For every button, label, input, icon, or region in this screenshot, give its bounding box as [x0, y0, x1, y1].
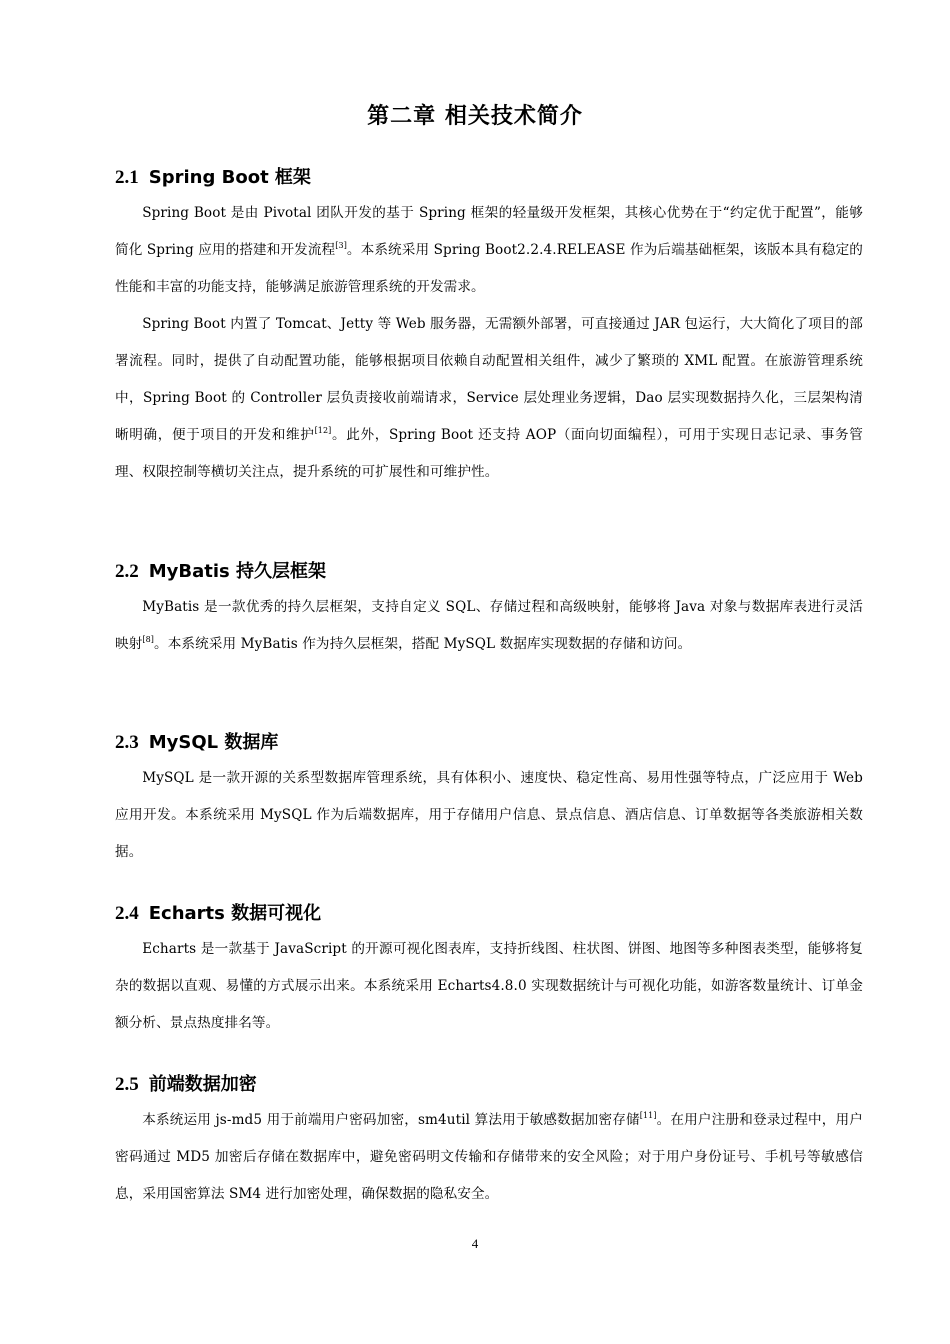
section-number: 2.3 [115, 732, 139, 753]
section-heading [115, 557, 863, 587]
paragraph [115, 306, 863, 491]
paragraph-text: Spring Boot 是由 Pivotal 团队开发的基于 Spring 框架的轻量级开发框架，其核心优势在于“约定优于配置”，能够简化 Spring 应用的搭建和开发流程 [115, 205, 863, 258]
section-title: MyBatis 持久层框架 [148, 561, 327, 582]
paragraph-text: 。本系统采用 MyBatis 作为持久层框架，搭配 MySQL 数据库实现数据的存储和访问。 [154, 636, 692, 652]
section-heading [115, 1070, 863, 1100]
section-number: 2.4 [115, 903, 139, 924]
paragraph-text: Spring Boot 内置了 Tomcat、Jetty 等 Web 服务器，无需额外部署，可直接通过 JAR 包运行，大大简化了项目的部署流程。同时，提供了自动配置功能，能够根据项目依赖自动配置相关组件，减少了繁琐的 XML 配置。在旅游管理系统中，Spring Boot 的 Controller 层负责接收前端请求，Service 层处理业务逻辑，Dao 层实现数据持久化，三层架构清晰明确，便于项目的开发和维护 [115, 316, 863, 443]
citation-ref: [8] [142, 635, 155, 644]
paragraph-text: Echarts 是一款基于 JavaScript 的开源可视化图表库，支持折线图、柱状图、饼图、地图等多种图表类型，能够将复杂的数据以直观、易懂的方式展示出来。本系统采用 Echarts4.8.0 实现数据统计与可视化功能，如游客数量统计、订单金额分析、景点热度排名等。 [115, 941, 863, 1031]
section-heading [115, 163, 863, 193]
paragraph [115, 931, 863, 1042]
chapter-title: 第二章 相关技术简介 [367, 104, 583, 129]
section-2-4 [115, 899, 863, 1042]
citation-ref: [12] [314, 426, 332, 435]
paragraph-text: MySQL 是一款开源的关系型数据库管理系统，具有体积小、速度快、稳定性高、易用性强等特点，广泛应用于 Web 应用开发。本系统采用 MySQL 作为后端数据库，用于存储用户信息、景点信息、酒店信息、订单数据等各类旅游相关数据。 [115, 770, 863, 860]
paragraph [115, 589, 863, 663]
section-heading [115, 728, 863, 758]
paragraph [115, 1102, 863, 1213]
citation-ref: [3] [335, 241, 347, 250]
section-title: MySQL 数据库 [148, 732, 279, 753]
section-number: 2.2 [115, 561, 139, 582]
section-2-1 [115, 163, 863, 491]
paragraph-text: 。此外，Spring Boot 还支持 AOP（面向切面编程），可用于实现日志记录、事务管理、权限控制等横切关注点，提升系统的可扩展性和可维护性。 [115, 427, 864, 480]
paragraph-text: MyBatis 是一款优秀的持久层框架，支持自定义 SQL、存储过程和高级映射，能够将 Java 对象与数据库表进行灵活映射 [115, 599, 863, 652]
paragraph-text: 。本系统采用 Spring Boot2.2.4.RELEASE 作为后端基础框架，该版本具有稳定的性能和丰富的功能支持，能够满足旅游管理系统的开发需求。 [115, 242, 863, 295]
paragraph [115, 195, 863, 306]
section-heading [115, 899, 863, 929]
paragraph-text: 。在用户注册和登录过程中，用户密码通过 MD5 加密后存储在数据库中，避免密码明文传输和存储带来的安全风险；对于用户身份证号、手机号等敏感信息，采用国密算法 SM4 进行加密处理，确保数据的隐私安全。 [115, 1112, 863, 1202]
section-number: 2.5 [115, 1074, 139, 1095]
paragraph [115, 760, 863, 871]
section-2-5 [115, 1070, 863, 1213]
section-2-3 [115, 728, 863, 871]
section-number: 2.1 [115, 167, 139, 188]
section-title: 前端数据加密 [148, 1074, 257, 1095]
section-2-2 [115, 557, 863, 663]
section-title: Spring Boot 框架 [148, 167, 311, 188]
citation-ref: [11] [639, 1111, 657, 1120]
page-number: 4 [471, 1236, 479, 1251]
section-title: Echarts 数据可视化 [148, 903, 322, 924]
paragraph-text: 本系统运用 js-md5 用于前端用户密码加密，sm4util 算法用于敏感数据加密存储 [142, 1112, 640, 1128]
